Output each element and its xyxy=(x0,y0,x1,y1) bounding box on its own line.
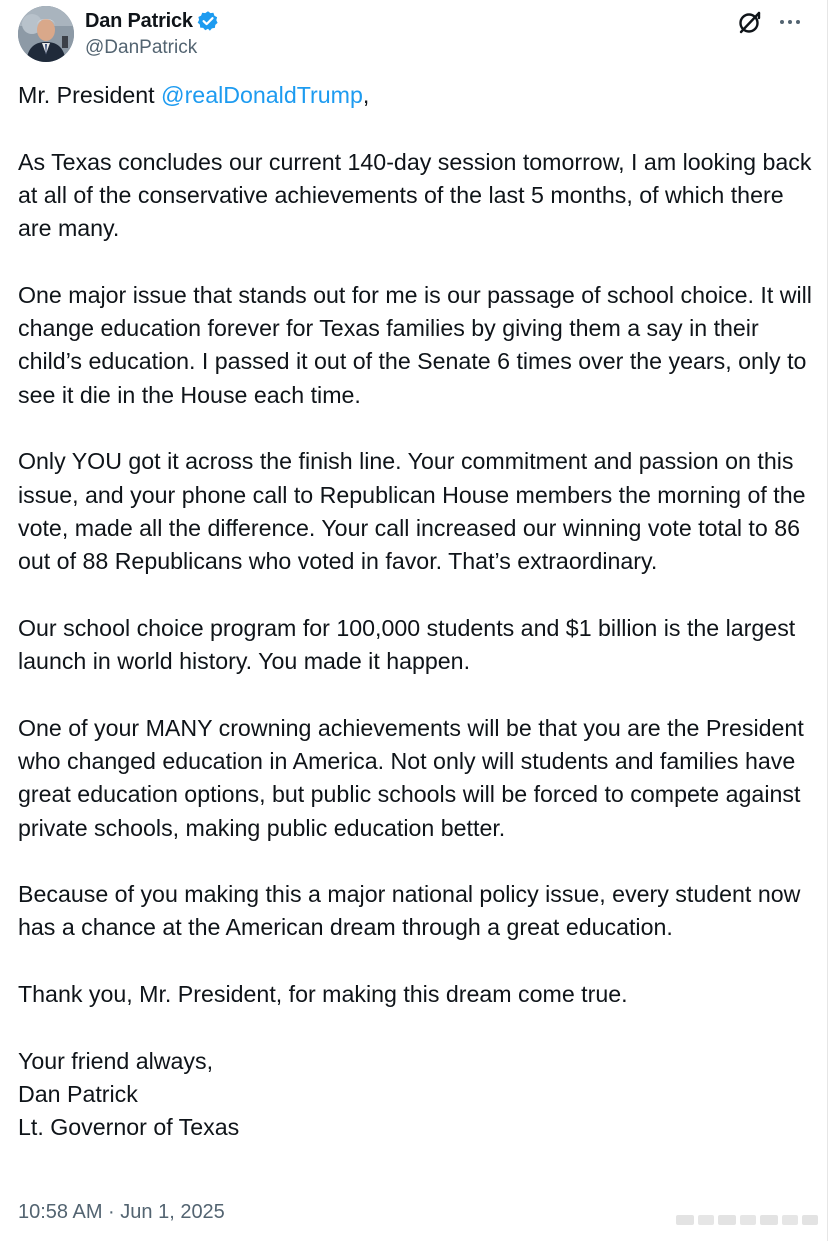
greeting-prefix: Mr. President xyxy=(18,82,162,108)
tweet-paragraph: Thank you, Mr. President, for making this dream come true. xyxy=(18,981,628,1008)
tweet-paragraph: Because of you making this a major national policy issue, every student now has a chance at the American dream through a great education. xyxy=(18,881,801,941)
tweet-header xyxy=(18,4,808,66)
watermark-graphic xyxy=(676,1212,818,1228)
signoff-title: Lt. Governor of Texas xyxy=(18,1114,240,1141)
signoff-name: Dan Patrick xyxy=(18,1080,138,1107)
tweet-paragraph: One major issue that stands out for me is our passage of school choice. It will change education forever for Texas families by giving them a say in their child’s education. I passed it out of the Senate 6 times over the years, only to see it die in the House each time. xyxy=(18,281,812,408)
tweet-greeting xyxy=(18,79,818,112)
signoff-closing: Your friend always, xyxy=(18,1047,214,1074)
avatar[interactable] xyxy=(18,6,74,62)
more-options-icon[interactable] xyxy=(776,8,804,36)
avatar-portrait xyxy=(18,6,74,62)
verified-badge-icon[interactable] xyxy=(197,10,219,32)
author-block xyxy=(85,8,219,59)
tweet-paragraph: Only YOU got it across the finish line. Your commitment and passion on this issue, and your phone call to Republican House members the morning of the vote, made all the difference. Your call increased our winning vote total to 86 out of 88 Republicans who voted in favor. That’s extraordinary. xyxy=(18,448,806,575)
tweet-paragraph: One of your MANY crowning achievements will be that you are the President who changed education in America. Not only will students and families have great education options, but public schools will be forced to compete against private schools, making public education better. xyxy=(18,714,804,841)
name-row xyxy=(85,8,219,34)
tweet-timestamp[interactable]: 10:58 AM · Jun 1, 2025 xyxy=(18,1201,225,1223)
greeting-suffix: , xyxy=(362,82,370,108)
author-handle[interactable]: @DanPatrick xyxy=(85,37,198,58)
signoff xyxy=(18,1045,818,1145)
mention-link[interactable]: @realDonaldTrump xyxy=(161,82,363,108)
tweet-paragraph: Our school choice program for 100,000 students and $1 billion is the largest launch in world history. You made it happen. xyxy=(18,614,796,675)
display-name[interactable]: Dan Patrick xyxy=(85,9,193,32)
tweet-paragraph: As Texas concludes our current 140-day session tomorrow, I am looking back at all of the conservative achievements of the last 5 months, of which there are many. xyxy=(18,148,812,242)
grok-icon[interactable] xyxy=(736,8,764,36)
tweet-body xyxy=(18,79,818,1145)
